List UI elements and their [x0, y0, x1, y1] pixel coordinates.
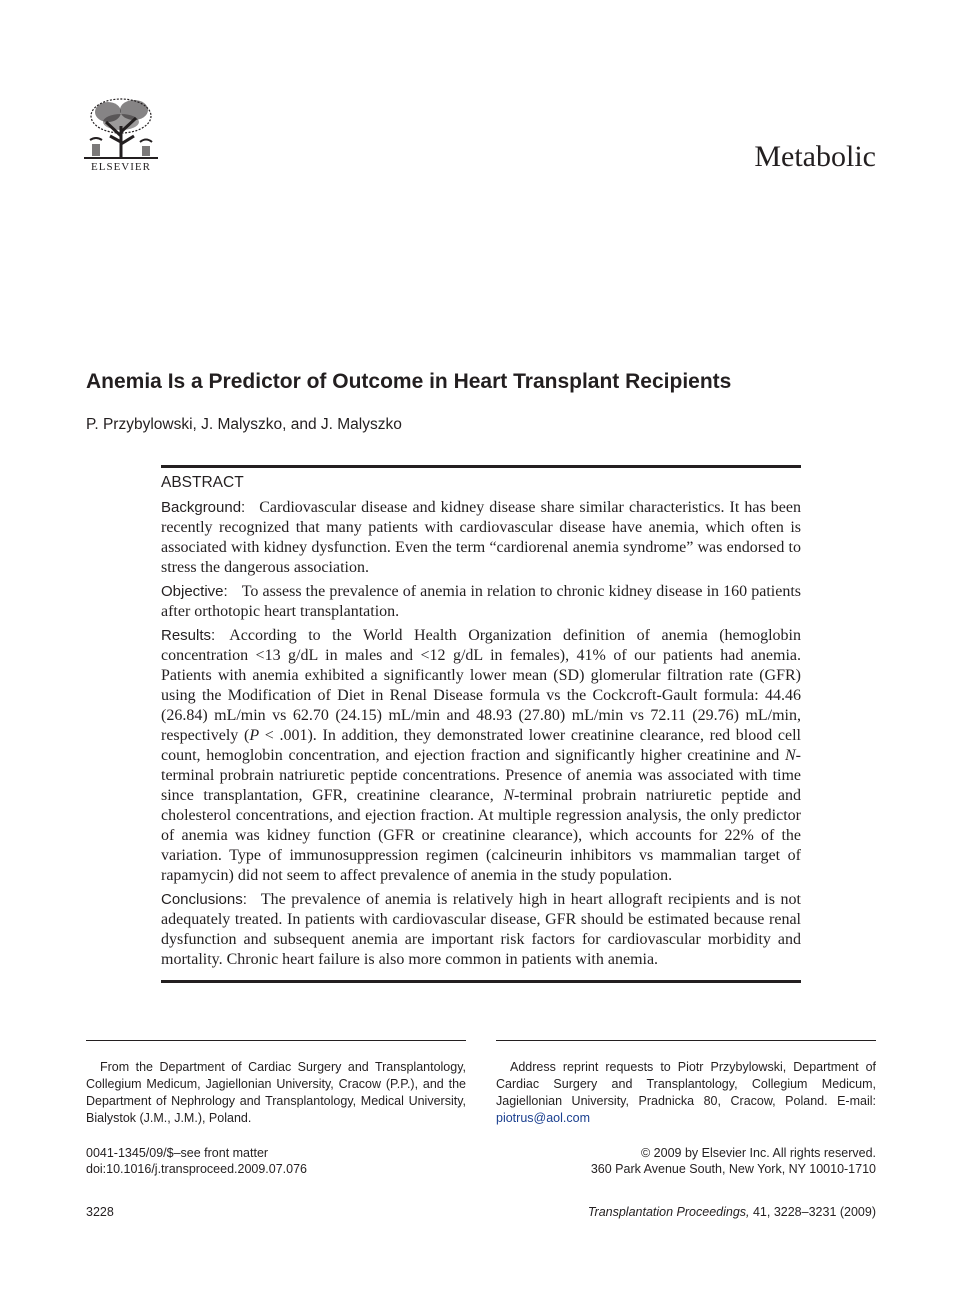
- reprint-text: Address reprint requests to Piotr Przybylowski, Department of Cardiac Surgery and Transplantology, Collegium Medicum, Jagiellonian University, Pradnicka 80, Cracow, Poland. E-mail:: [496, 1060, 876, 1108]
- section-label: Metabolic: [754, 140, 876, 173]
- results-text-part-3: -terminal probrain natriuretic peptide concentrations. Presence of anemia was associated with time since transplantation, GFR, creatinine clearance,: [161, 747, 801, 804]
- conclusions-label: Conclusions:: [161, 891, 247, 908]
- affiliation-note: From the Department of Cardiac Surgery and Transplantology, Collegium Medicum, Jagiellonian University, Cracow (P.P.), and the Department of Nephrology and Transplantology, Medical University, Bialystok (J.M., J.M.), Poland.: [86, 1060, 466, 1125]
- results-text-part-4: -terminal probrain natriuretic peptide and cholesterol concentrations, and ejection fraction. At multiple regression analysis, the only predictor of anemia was kidney function (GFR or creatinine clearance), which accounts for 22% of the variation. Type of immunosuppression regimen (calcineurin inhibitors vs mammalian target of rapamycin) did not seem to affect prevalence of anemia in the study population.: [161, 787, 802, 884]
- abstract-objective: [161, 582, 801, 622]
- results-text-part-2: < .001). In addition, they demonstrated lower creatinine clearance, red blood cell count, hemoglobin concentration, and ejection fraction and significantly higher creatinine and: [161, 727, 801, 764]
- publisher-logo-text: ELSEVIER: [91, 161, 151, 173]
- footnote-divider-right: [496, 1040, 876, 1041]
- copyright-line: © 2009 by Elsevier Inc. All rights reserved.: [640, 1146, 876, 1160]
- issn-line: 0041-1345/09/$–see front matter: [86, 1146, 269, 1160]
- article-title: Anemia Is a Predictor of Outcome in Heart Transplant Recipients: [86, 370, 732, 393]
- objective-text: To assess the prevalence of anemia in relation to chronic kidney disease in 160 patients after orthotopic heart transplantation.: [161, 583, 801, 620]
- abstract-box: [161, 465, 801, 983]
- abstract-results: [161, 626, 801, 886]
- journal-reference: 41, 3228–3231 (2009): [749, 1205, 876, 1219]
- reprint-request-note: [496, 1059, 876, 1127]
- abstract-conclusions: [161, 890, 801, 970]
- results-n-symbol-1: N: [785, 747, 796, 764]
- author-list: P. Przybylowski, J. Malyszko, and J. Malyszko: [86, 416, 402, 433]
- results-p-symbol: P: [249, 727, 260, 744]
- results-text-part-1: According to the World Health Organization definition of anemia (hemoglobin concentration <13 g/dL in males and <12 g/dL in females), 41% of our patients had anemia. Patients with anemia exhibited a significantly lower mean (SD) glomerular filtration rate (GFR) using the Modification of Diet in Renal Disease formula vs the Cockcroft-Gault formula: 44.46 (26.84) mL/min vs 62.70 (24.15) mL/min and 48.93 (27.80) mL/min vs 72.11 (29.76) mL/min, respectively (: [161, 627, 801, 744]
- conclusions-text: The prevalence of anemia is relatively high in heart allograft recipients and is not adequately treated. In patients with cardiovascular disease, GFR should be estimated because renal dysfunction and subsequent anemia are important risk factors for cardiovascular morbidity and mortality. Chronic heart failure is also more common in patients with anemia.: [161, 891, 801, 968]
- abstract-heading: ABSTRACT: [161, 474, 244, 491]
- abstract-background: [161, 498, 801, 578]
- reprint-email-link[interactable]: piotrus@aol.com: [496, 1111, 590, 1125]
- results-n-symbol-2: N: [503, 787, 514, 804]
- journal-name: Transplantation Proceedings,: [587, 1205, 750, 1219]
- background-label: Background:: [161, 499, 246, 516]
- objective-label: Objective:: [161, 583, 228, 600]
- journal-citation: [588, 1204, 876, 1221]
- doi-line: doi:10.1016/j.transproceed.2009.07.076: [86, 1162, 308, 1176]
- results-label: Results:: [161, 627, 216, 644]
- publisher-address: 360 Park Avenue South, New York, NY 10010-1710: [590, 1162, 876, 1176]
- footnote-divider-left: [86, 1040, 466, 1041]
- background-text: Cardiovascular disease and kidney disease share similar characteristics. It has been recently recognized that many patients with cardiovascular disease have anemia, which often is associated with kidney dysfunction. Even the term “cardiorenal anemia syndrome” was endorsed to stress the dangerous association.: [161, 499, 801, 576]
- page-number: 3228: [86, 1205, 114, 1219]
- elsevier-tree-icon: [84, 96, 158, 160]
- elsevier-logo: [84, 96, 158, 173]
